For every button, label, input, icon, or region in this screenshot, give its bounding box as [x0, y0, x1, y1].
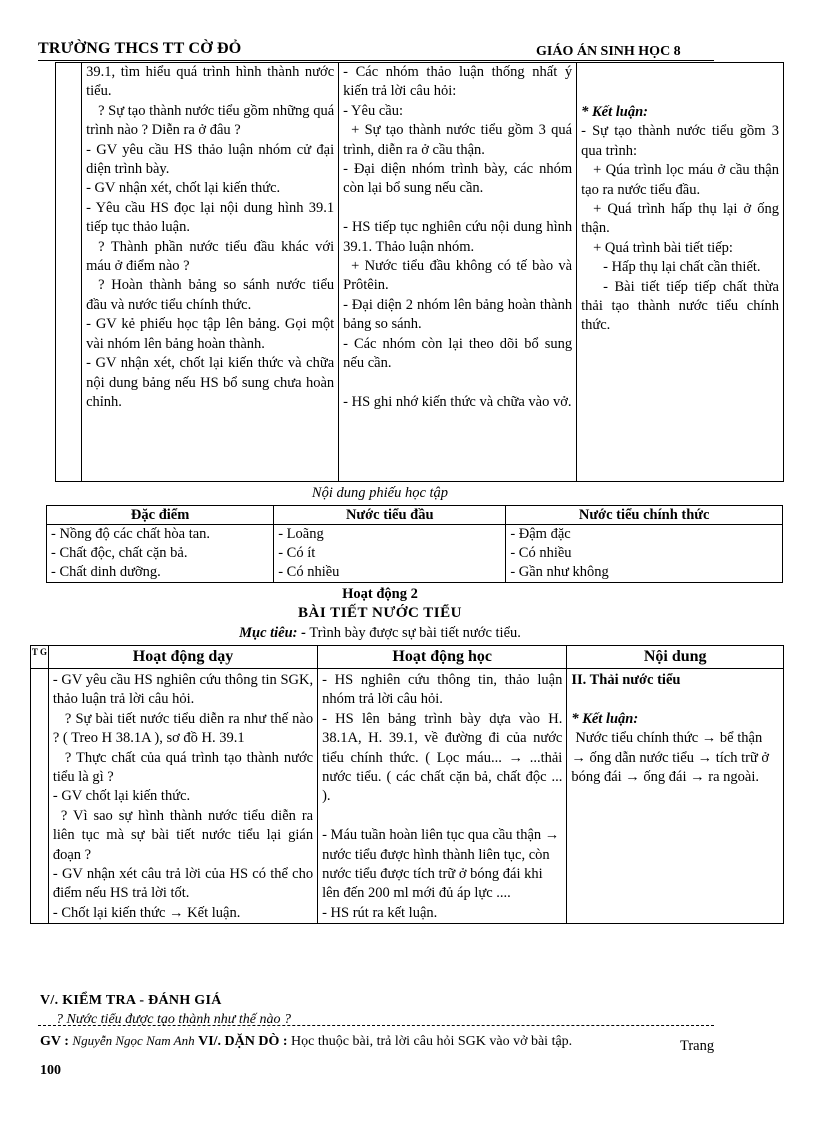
assessment-question: ? Nước tiểu được tạo thành như thế nào ? — [56, 1012, 291, 1027]
teacher-line: - Yêu cầu HS đọc lại nội dung hình 39.1 tiếp tục thảo luận. — [86, 199, 335, 236]
worksheet-cell: - Đậm đặc — [506, 525, 783, 545]
table-row — [47, 563, 783, 583]
student-line: - Máu tuần hoàn liên tục qua cầu thận → nước tiểu được hình thành liên tục, còn nước tiểu được tích trữ ở bóng đái khi lên đến 200 ml mới đủ áp lực .... — [322, 827, 560, 902]
teacher-line: ? Sự tạo thành nước tiểu gồm những quá trình nào ? Diễn ra ở đâu ? — [86, 102, 335, 139]
conclusion-label: * Kết luận: — [571, 710, 639, 727]
teacher-line: ? Vì sao sự hình thành nước tiểu diễn ra liên tục mà sự bài tiết nước tiểu lại gián đoạn ? — [52, 807, 314, 863]
content-line: Nước tiểu chính thức → bể thận → ống dẫn nước tiểu → tích trữ ở bóng đái → ống đái → ra ngoài. — [571, 730, 770, 786]
teacher-line: - GV nhận xét, chốt lại kiến thức. — [86, 180, 281, 197]
header-divider — [38, 60, 714, 61]
spacer — [343, 373, 572, 392]
spacer — [343, 199, 572, 218]
worksheet-header: Nước tiểu đầu — [274, 506, 506, 525]
worksheet-cell: - Loãng — [274, 525, 506, 545]
activity2-title: BÀI TIẾT NƯỚC TIỂU — [298, 605, 462, 621]
page-number: 100 — [40, 1063, 61, 1078]
content-line: - Bài tiết tiếp tiếp chất thừa thải tạo thành nước tiểu chính thức. — [581, 278, 779, 334]
student-line: - Đại diện 2 nhóm lên bảng hoàn thành bảng so sánh. — [343, 296, 573, 333]
teacher-activity-cell — [48, 669, 317, 924]
footer-line — [40, 1033, 572, 1050]
tg-header: T G — [31, 646, 49, 669]
student-line: - HS ghi nhớ kiến thức và chữa vào vở. — [343, 393, 572, 410]
worksheet-header: Nước tiểu chính thức — [506, 506, 783, 525]
school-name: TRƯỜNG THCS TT CỜ ĐỎ — [38, 40, 242, 57]
page-label: Trang — [680, 1038, 715, 1054]
assessment-title: V/. KIỂM TRA - ĐÁNH GIÁ — [40, 993, 222, 1008]
teacher-line: ? Hoàn thành bảng so sánh nước tiểu đầu và nước tiểu chính thức. — [86, 277, 335, 313]
worksheet-caption: Nội dung phiếu học tập — [311, 485, 449, 501]
worksheet-cell: - Chất độc, chất cặn bả. — [47, 544, 274, 563]
student-line: - HS nghiên cứu thông tin, thảo luận nhóm trả lời câu hỏi. — [322, 672, 563, 708]
student-line: - Đại diện nhóm trình bày, các nhóm còn lại bổ sung nếu cần. — [343, 161, 573, 197]
worksheet-cell: - Nồng độ các chất hòa tan. — [47, 525, 274, 545]
footer-divider — [38, 1025, 714, 1026]
content-cell — [577, 63, 784, 482]
worksheet-header: Đặc điểm — [47, 506, 274, 525]
teacher-line: ? Sự bài tiết nước tiểu diễn ra như thế nào ? ( Treo H 38.1A ), sơ đồ H. 39.1 — [52, 710, 314, 747]
objective-text: Trình bày được sự bài tiết nước tiểu. — [305, 625, 521, 641]
teacher-line: - GV yêu cầu HS thảo luận nhóm cử đại diện trình bày. — [86, 141, 335, 178]
teacher-line: ? Thành phần nước tiểu đầu khác với máu ở điểm nào ? — [86, 238, 335, 275]
content-line: - Sự tạo thành nước tiểu gồm 3 qua trình: — [581, 123, 779, 159]
homework-label: VI/. DẶN DÒ : — [198, 1034, 288, 1049]
content-line: + Qúa trình lọc máu ở cầu thận tạo ra nước tiểu đầu. — [581, 162, 779, 198]
table-row — [47, 544, 783, 563]
learn-header: Hoạt động học — [318, 646, 567, 669]
teacher-line: - GV yêu cầu HS nghiên cứu thông tin SGK, thảo luận trả lời câu hỏi. — [52, 672, 314, 708]
conclusion-label: * Kết luận: — [581, 104, 648, 120]
teacher-line: - GV kẻ phiếu học tập lên bảng. Gọi một vài nhóm lên bảng hoàn thành. — [86, 316, 335, 352]
activity2-objective — [0, 625, 760, 642]
table-row — [47, 525, 783, 545]
teacher-activity-cell — [82, 63, 339, 482]
teacher-name: Nguyễn Ngọc Nam Anh — [72, 1033, 195, 1048]
teacher-line: - GV nhận xét, chốt lại kiến thức và chữa nội dung bảng nếu HS bổ sung chưa hoàn chỉnh. — [86, 355, 335, 410]
activity2-table — [30, 645, 784, 924]
worksheet-cell: - Có ít — [274, 544, 506, 563]
time-column — [56, 63, 82, 482]
gv-label: GV : — [40, 1034, 69, 1049]
worksheet-cell: - Gần như không — [506, 563, 783, 583]
teacher-line: ? Thực chất của quá trình tạo thành nước tiểu là gì ? — [52, 749, 314, 786]
time-column — [31, 669, 49, 924]
activity1-table — [55, 62, 784, 482]
worksheet-table — [46, 505, 783, 583]
student-line: - Các nhóm còn lại theo dõi bổ sung nếu cần. — [343, 335, 573, 372]
teacher-line: - GV chốt lại kiến thức. — [52, 788, 191, 805]
teach-header: Hoạt động dạy — [48, 646, 317, 669]
worksheet-cell: - Chất dinh dưỡng. — [47, 563, 274, 583]
spacer — [571, 690, 779, 709]
student-line: - HS rút ra kết luận. — [322, 904, 438, 921]
spacer — [322, 807, 562, 826]
student-line: - HS lên bảng trình bày dựa vào H. 38.1A, H. 39.1, về đường đi của nước tiểu chính thức. ( Lọc máu... → ...thải nước tiểu. ( các chất cặn bả, chất độc ... ). — [322, 710, 563, 805]
student-activity-cell — [339, 63, 577, 482]
student-line: - Yêu cầu: — [343, 102, 403, 119]
worksheet-cell: - Có nhiều — [506, 544, 783, 563]
content-line: - Hấp thụ lại chất cần thiết. — [603, 259, 761, 276]
student-line: - HS tiếp tục nghiên cứu nội dung hình 39.1. Thảo luận nhóm. — [343, 219, 573, 255]
student-line: + Nước tiểu đầu không có tế bào và Prôtêin. — [343, 258, 573, 294]
homework-text: Học thuộc bài, trả lời câu hỏi SGK vào vở bài tập. — [287, 1034, 573, 1049]
activity2-label: Hoạt động 2 — [342, 586, 418, 602]
student-activity-cell — [318, 669, 567, 924]
worksheet-cell: - Có nhiều — [274, 563, 506, 583]
student-line: - Các nhóm thảo luận thống nhất ý kiến trả lời câu hỏi: — [343, 64, 573, 100]
teacher-line: 39.1, tìm hiểu quá trình hình thành nước tiểu. — [86, 64, 335, 100]
content-line: + Quá trình bài tiết tiếp: — [593, 239, 733, 256]
objective-label: Mục tiêu: - — [239, 625, 306, 641]
student-line: + Sự tạo thành nước tiểu gồm 3 quá trình, diễn ra ở cầu thận. — [343, 122, 573, 158]
section-title: II. Thải nước tiểu — [571, 672, 681, 688]
content-header: Nội dung — [567, 646, 784, 669]
subject-title: GIÁO ÁN SINH HỌC 8 — [536, 44, 681, 59]
teacher-line: - GV nhận xét câu trả lời của HS có thể cho điểm nếu HS trả lời tốt. — [52, 866, 314, 902]
content-line: + Quá trình hấp thụ lại ở ống thận. — [581, 201, 779, 237]
content-cell — [567, 669, 784, 924]
teacher-line: - Chốt lại kiến thức → Kết luận. — [52, 904, 241, 921]
